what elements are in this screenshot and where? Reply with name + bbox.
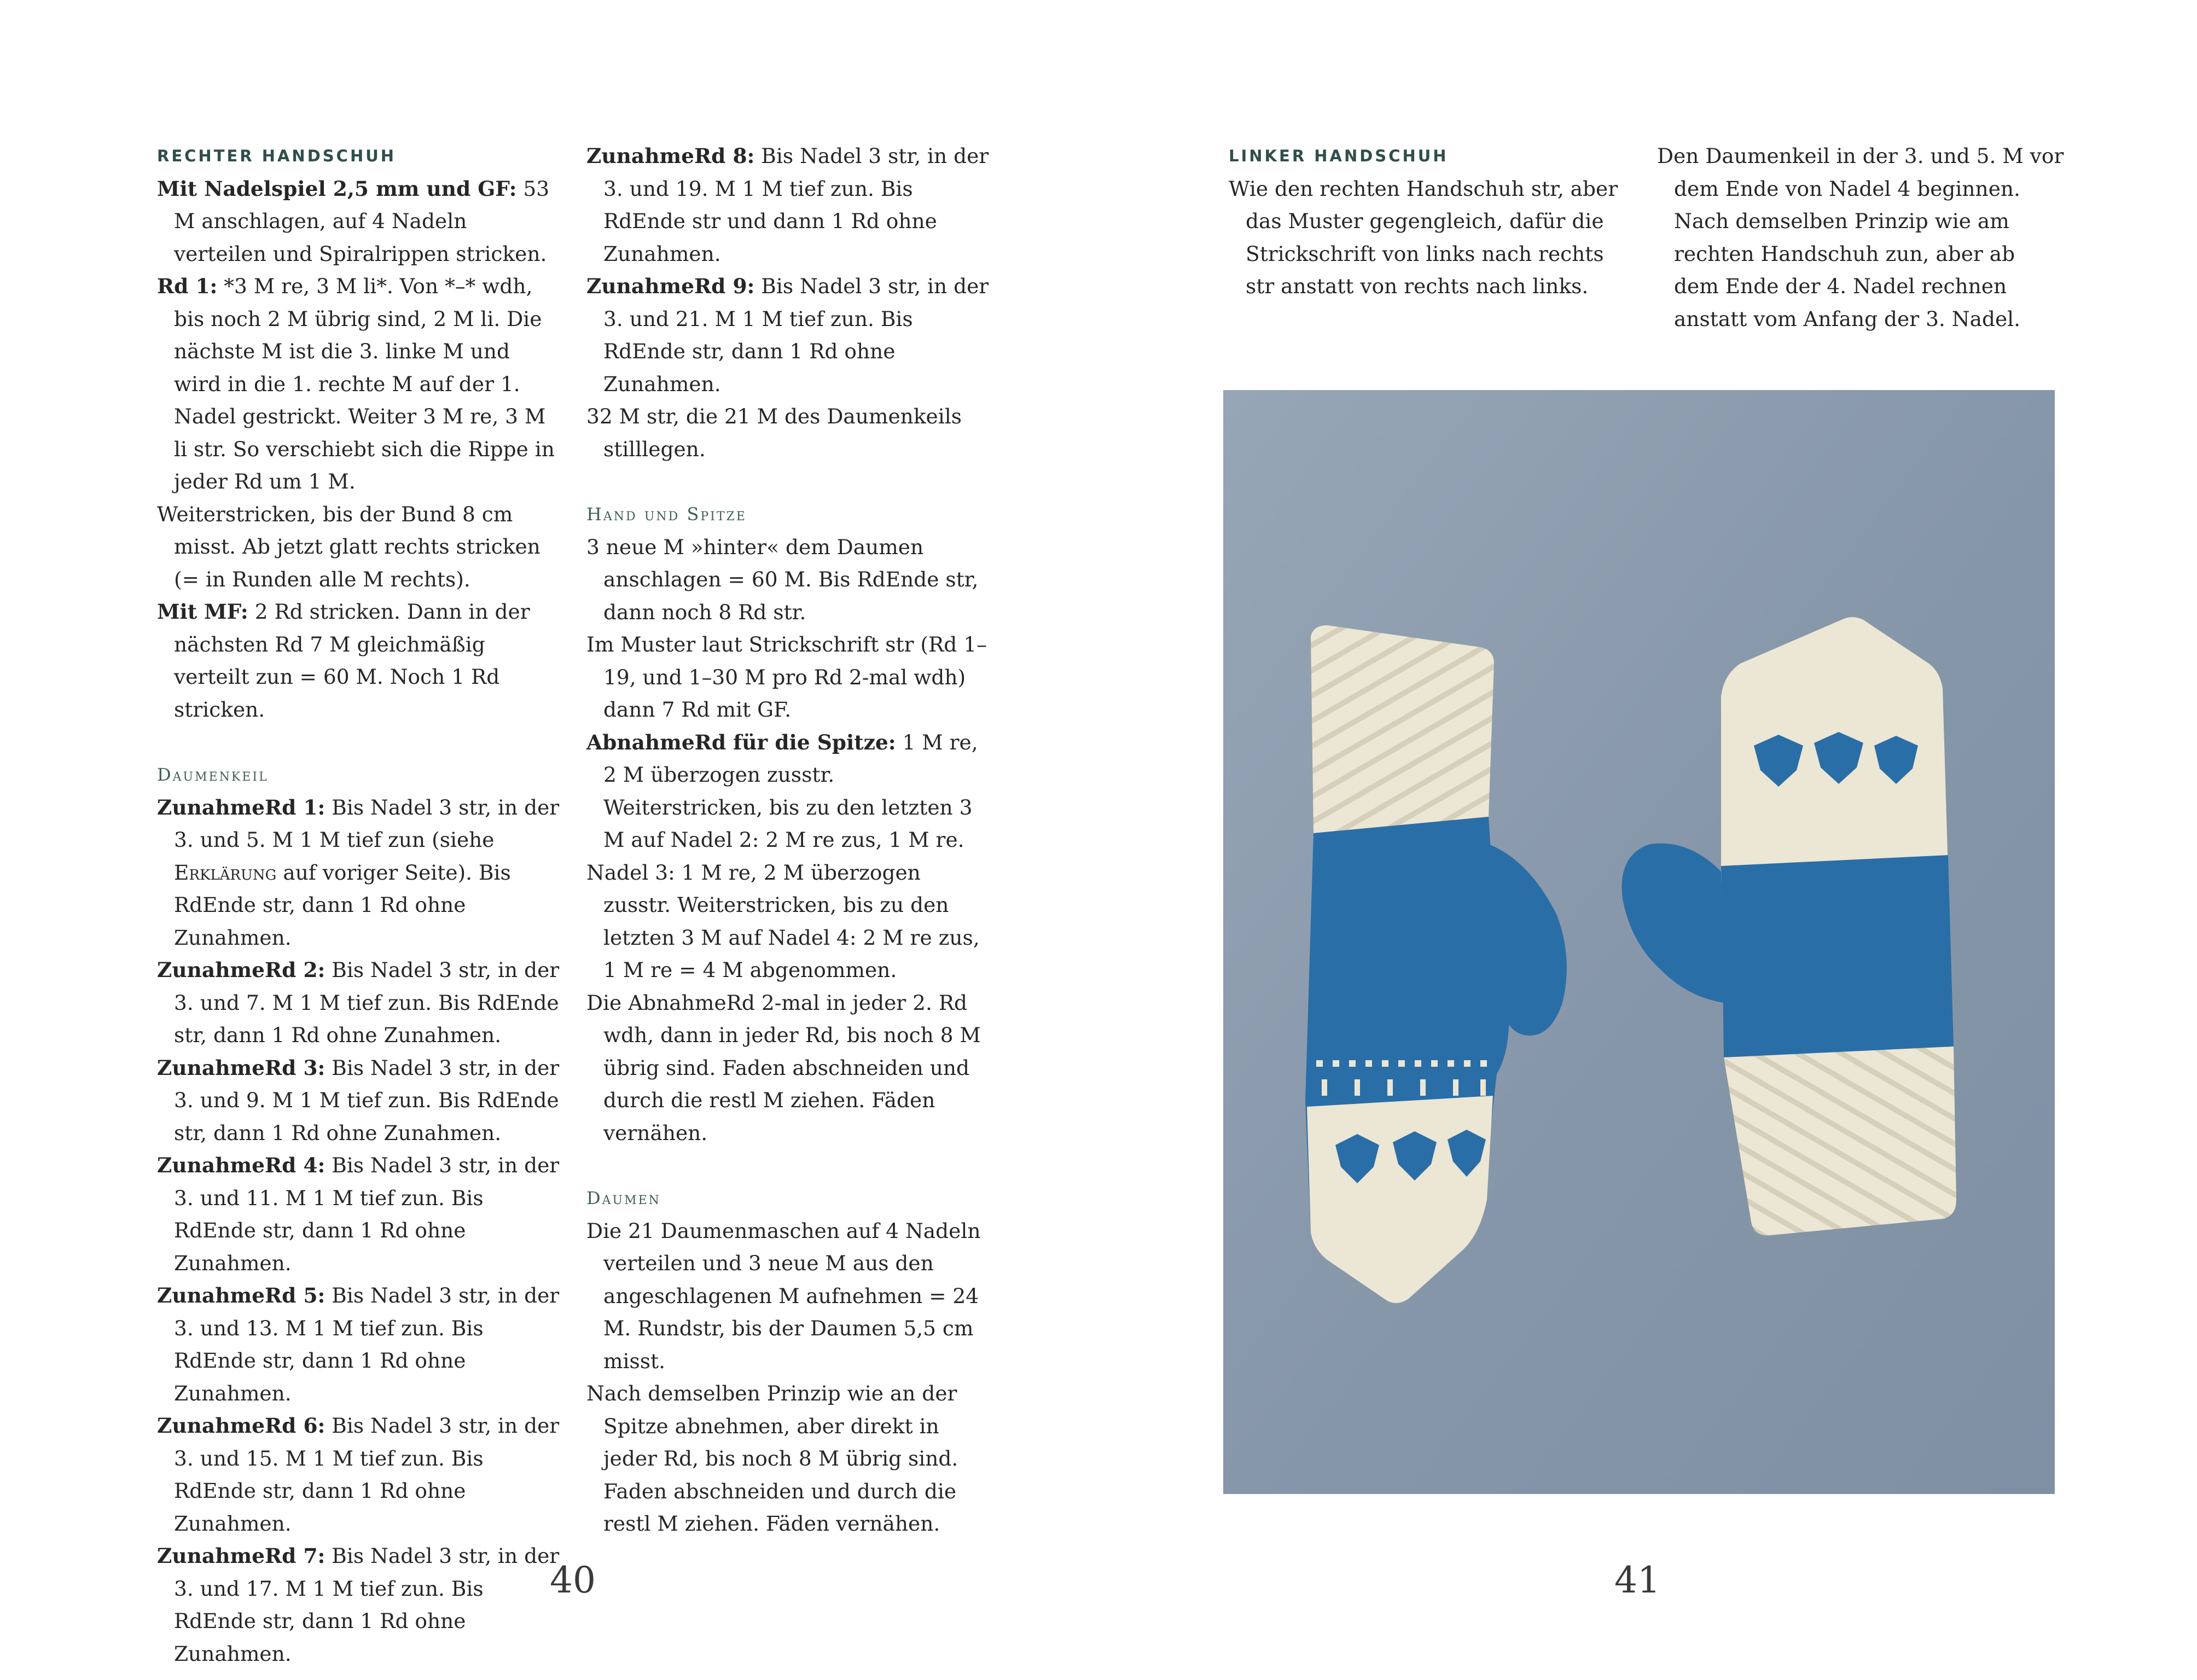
increase-round-5: ZunahmeRd 5: Bis Nadel 3 str, in der 3. und 13. M 1 M tief zun. Bis RdEnde str, dann 1 Rd ohne Zunahmen. xyxy=(157,1283,560,1405)
hand-step-2: Im Muster laut Strickschrift str (Rd 1–19, und 1–30 M pro Rd 2-mal wdh) dann 7 Rd mit GF. xyxy=(586,632,987,722)
increase-round-3: ZunahmeRd 3: Bis Nadel 3 str, in der 3. und 9. M 1 M tief zun. Bis RdEnde str, dann 1 Rd ohne Zunahmen. xyxy=(157,1055,560,1145)
instruction-round-1: Rd 1: *3 M re, 3 M li*. Von *–* wdh, bis noch 2 M übrig sind, 2 M li. Die nächste M ist die 3. linke M und wird in die 1. rechte M auf der 1. Nadel gestrickt. Weiter 3 M re, 3 M li str. So verschiebt sich die Rippe in jeder Rd um 1 M. xyxy=(157,274,555,493)
mittens-photo xyxy=(1223,390,2055,1494)
heading-hand-und-spitze: Hand und Spitze xyxy=(586,504,747,525)
page-number-right: 41 xyxy=(1614,1559,1660,1601)
increase-round-8: ZunahmeRd 8: Bis Nadel 3 str, in der 3. und 19. M 1 M tief zun. Bis RdEnde str und dann 1 Rd ohne Zunahmen. xyxy=(586,144,989,266)
heading-left-glove: LINKER HANDSCHUH xyxy=(1229,147,1449,165)
left-column-2 xyxy=(586,140,991,1541)
hand-step-3: AbnahmeRd für die Spitze: 1 M re, 2 M überzogen zusstr. Weiterstricken, bis zu den letzten 3 M auf Nadel 2: 2 M re zus, 1 M re. xyxy=(586,730,978,852)
increase-round-2: ZunahmeRd 2: Bis Nadel 3 str, in der 3. und 7. M 1 M tief zun. Bis RdEnde str, dann 1 Rd ohne Zunahmen. xyxy=(157,958,560,1047)
page-number-left: 40 xyxy=(550,1559,596,1601)
hand-step-4: Nadel 3: 1 M re, 2 M überzogen zusstr. Weiterstricken, bis zu den letzten 3 M auf Nadel 4: 2 M re zus, 1 M re = 4 M abgenommen. xyxy=(586,860,980,982)
left-page xyxy=(0,0,1098,1680)
instruction-cast-on: Mit Nadelspiel 2,5 mm und GF: 53 M anschlagen, auf 4 Nadeln verteilen und Spiralrippen stricken. xyxy=(157,176,550,266)
thumb-step-1: Die 21 Daumenmaschen auf 4 Nadeln verteilen und 3 neue M aus den angeschlagenen M aufnehmen = 24 M. Rundstr, bis der Daumen 5,5 cm misst. xyxy=(586,1218,981,1373)
increase-round-4: ZunahmeRd 4: Bis Nadel 3 str, in der 3. und 11. M 1 M tief zun. Bis RdEnde str, dann 1 Rd ohne Zunahmen. xyxy=(157,1153,560,1275)
instruction-main-color: Mit MF: 2 Rd stricken. Dann in der nächsten Rd 7 M gleichmäßig verteilt zun = 60 M. Noch 1 Rd stricken. xyxy=(157,600,530,722)
increase-round-9: ZunahmeRd 9: Bis Nadel 3 str, in der 3. und 21. M 1 M tief zun. Bis RdEnde str, dann 1 Rd ohne Zunahmen. xyxy=(586,274,989,396)
instruction-continue: Weiterstricken, bis der Bund 8 cm misst. Ab jetzt glatt rechts stricken (= in Runden alle M rechts). xyxy=(157,502,540,591)
instruction-hold-stitches: 32 M str, die 21 M des Daumenkeils stilllegen. xyxy=(586,404,962,461)
left-glove-instruction: Wie den rechten Handschuh str, aber das Muster gegengleich, dafür die Strickschrift von links nach rechts str anstatt von rechts nach links. xyxy=(1229,176,1618,298)
increase-round-1: ZunahmeRd 1: Bis Nadel 3 str, in der 3. und 5. M 1 M tief zun (siehe Erklärung auf voriger Seite). Bis RdEnde str, dann 1 Rd ohne Zunahmen. xyxy=(157,795,560,950)
heading-daumenkeil: Daumenkeil xyxy=(157,764,269,785)
increase-round-6: ZunahmeRd 6: Bis Nadel 3 str, in der 3. und 15. M 1 M tief zun. Bis RdEnde str, dann 1 Rd ohne Zunahmen. xyxy=(157,1414,560,1536)
right-column-2 xyxy=(1657,140,2065,335)
heading-right-glove: RECHTER HANDSCHUH xyxy=(157,147,397,165)
thumb-step-2: Nach demselben Prinzip wie an der Spitze abnehmen, aber direkt in jeder Rd, bis noch 8 M übrig sind. Faden abschneiden und durch die restl M ziehen. Fäden vernähen. xyxy=(586,1381,958,1536)
increase-round-7: ZunahmeRd 7: Bis Nadel 3 str, in der 3. und 17. M 1 M tief zun. Bis RdEnde str, dann 1 Rd ohne Zunahmen. xyxy=(157,1544,560,1666)
left-column-1 xyxy=(157,140,562,1670)
right-column-1 xyxy=(1229,140,1634,303)
heading-daumen: Daumen xyxy=(586,1188,661,1208)
thumb-gusset-instruction: Den Daumenkeil in der 3. und 5. M vor dem Ende von Nadel 4 beginnen. Nach demselben Prinzip wie am rechten Handschuh zun, aber ab dem Ende der 4. Nadel rechnen anstatt vom Anfang der 3. Nadel. xyxy=(1657,144,2064,331)
hand-step-1: 3 neue M »hinter« dem Daumen anschlagen = 60 M. Bis RdEnde str, dann noch 8 Rd str. xyxy=(586,534,979,624)
hand-step-5: Die AbnahmeRd 2-mal in jeder 2. Rd wdh, dann in jeder Rd, bis noch 8 M übrig sind. Faden abschneiden und durch die restl M ziehen. Fäden vernähen. xyxy=(586,990,981,1145)
